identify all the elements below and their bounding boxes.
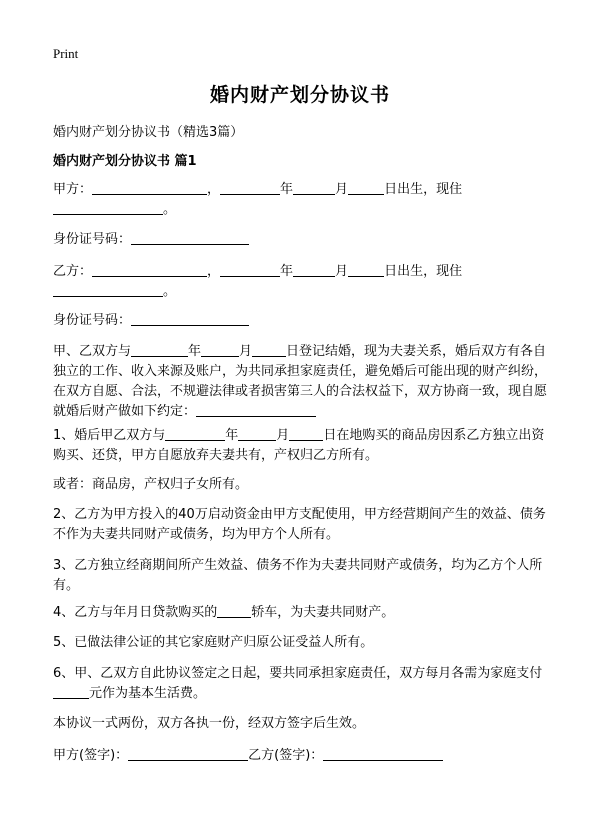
year-label: 年	[188, 344, 202, 359]
party-a-year-field[interactable]	[220, 180, 280, 195]
page-title: 婚内财产划分协议书	[209, 84, 390, 106]
party-b-day-field[interactable]	[348, 262, 384, 277]
living-expense-field[interactable]	[53, 684, 89, 699]
sign-a-field[interactable]	[128, 746, 248, 761]
clause-1-text: 1、婚后甲乙双方与	[53, 428, 166, 443]
marriage-day-field[interactable]	[252, 342, 286, 357]
party-a-address-field[interactable]	[53, 200, 163, 215]
clause-3: 3、乙方独立经商期间所产生效益、债务不作为夫妻共同财产或债务，均为乙方个人所有。	[53, 558, 543, 593]
agreement-blank-field[interactable]	[196, 402, 316, 417]
sign-b-field[interactable]	[323, 746, 443, 761]
party-b-year-field[interactable]	[220, 262, 280, 277]
year-label: 年	[280, 264, 294, 279]
party-b-name-field[interactable]	[92, 262, 207, 277]
car-field[interactable]	[217, 603, 251, 618]
intro-text-rest: 日登记结婚，现为夫妻关系，婚后双方有各自独立的工作、收入来源及账户，为共同承担家庭责任，避免婚后可能出现的财产纠纷，在双方自愿、合法，不规避法律或者损害第三人的合法权益下，双方协商一致，现自愿就婚后财产做如下约定：	[53, 344, 548, 419]
purchase-year-field[interactable]	[165, 426, 225, 441]
id-label: 身份证号码：	[53, 232, 132, 247]
id-label: 身份证号码：	[53, 313, 132, 328]
clause-6-text: 6、甲、乙双方自此协议签定之日起，要共同承担家庭责任，双方每月各需为家庭支付	[53, 666, 543, 681]
party-a-line	[53, 180, 553, 220]
party-a-label: 甲方：	[53, 182, 93, 197]
purchase-month-field[interactable]	[238, 426, 276, 441]
signature-line	[53, 746, 553, 766]
clause-2: 2、乙方为甲方投入的40万启动资金由甲方支配使用，甲方经营期间产生的效益、债务不作为夫妻共同财产或债务，均为甲方个人所有。	[53, 507, 546, 542]
month-label: 月	[276, 428, 290, 443]
clause-5: 5、已做法律公证的其它家庭财产归原公证受益人所有。	[53, 635, 374, 650]
year-label: 年	[225, 428, 239, 443]
purchase-day-field[interactable]	[289, 426, 323, 441]
month-label: 月	[335, 264, 349, 279]
born-label: 日出生，现住	[384, 182, 463, 197]
print-link[interactable]: Print	[53, 46, 79, 61]
intro-text: 甲、乙双方与	[53, 344, 132, 359]
party-b-line	[53, 262, 553, 302]
comma: ，	[207, 264, 221, 279]
comma: ，	[207, 182, 221, 197]
year-label: 年	[280, 182, 294, 197]
closing-line: 本协议一式两份，双方各执一份，经双方签字后生效。	[53, 716, 366, 731]
clause-4-rest: 轿车，为夫妻共同财产。	[251, 605, 395, 620]
party-b-address-field[interactable]	[53, 282, 163, 297]
clause-1-rest: 日在地购买的商品房因系乙方独立出资购买、还贷，甲方自愿放弃夫妻共有，产权归乙方所有。	[53, 428, 545, 463]
clause-1	[53, 426, 553, 466]
party-b-id-line	[53, 311, 553, 331]
party-a-id-line	[53, 230, 553, 250]
marriage-month-field[interactable]	[201, 342, 239, 357]
sign-a-label: 甲方(签字)：	[53, 748, 129, 763]
intro-paragraph	[53, 342, 553, 422]
party-b-month-field[interactable]	[293, 262, 335, 277]
clause-or: 或者：商品房，产权归子女所有。	[53, 477, 249, 492]
month-label: 月	[335, 182, 349, 197]
party-a-day-field[interactable]	[348, 180, 384, 195]
clause-6-rest: 元作为基本生活费。	[89, 686, 207, 701]
party-a-name-field[interactable]	[92, 180, 207, 195]
month-label: 月	[239, 344, 253, 359]
party-a-id-field[interactable]	[131, 230, 249, 245]
marriage-year-field[interactable]	[131, 342, 188, 357]
born-label: 日出生，现住	[384, 264, 463, 279]
party-b-id-field[interactable]	[131, 311, 249, 326]
section-heading: 婚内财产划分协议书 篇1	[53, 154, 197, 169]
sign-b-label: 乙方(签字)：	[248, 748, 324, 763]
period: 。	[163, 202, 177, 217]
doc-subtitle: 婚内财产划分协议书（精选3篇）	[53, 125, 244, 140]
clause-4-text: 4、乙方与年月日贷款购买的	[53, 605, 218, 620]
clause-6	[53, 664, 553, 704]
clause-4	[53, 603, 553, 623]
party-b-label: 乙方：	[53, 264, 93, 279]
party-a-month-field[interactable]	[293, 180, 335, 195]
period: 。	[163, 284, 177, 299]
